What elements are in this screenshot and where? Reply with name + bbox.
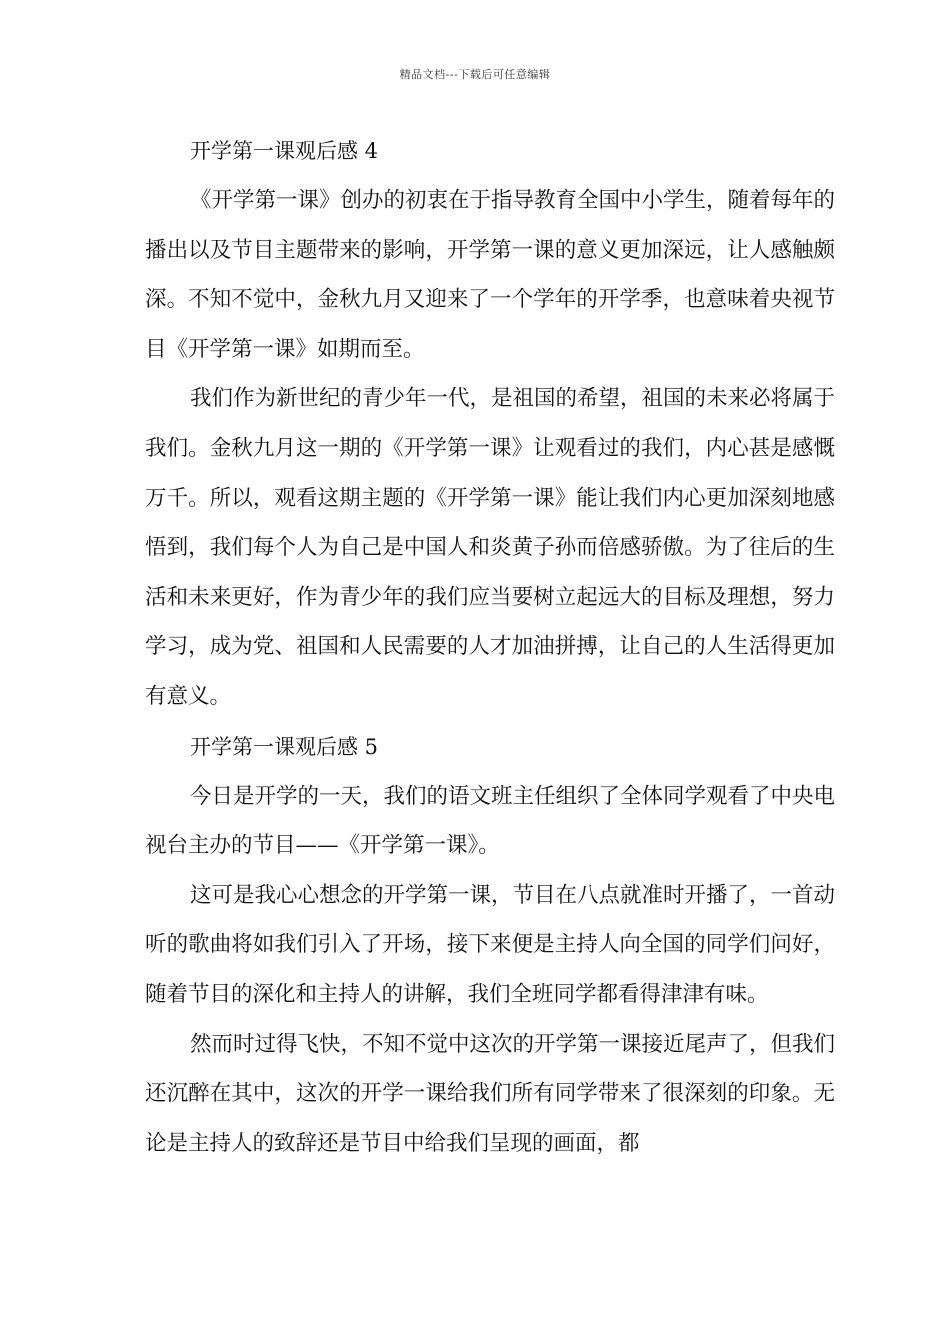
paragraph: 然而时过得飞快，不知不觉中这次的开学第一课接近尾声了，但我们还沉醉在其中，这次的开学一课给我们所有同学带来了很深刻的印象。无论是主持人的致辞还是节目中给我们呈现的画面，都	[145, 1031, 836, 1156]
section-title: 开学第一课观后感 4	[190, 139, 379, 163]
essay-section-4	[145, 126, 835, 722]
paragraph: 这可是我心心想念的开学第一课，节目在八点就准时开播了，一首动听的歌曲将如我们引入了开场，接下来便是主持人向全国的同学们问好，随着节目的深化和主持人的讲解，我们全班同学都看得津津有味。	[145, 882, 836, 1007]
paragraph: 今日是开学的一天，我们的语文班主任组织了全体同学观看了中央电视台主办的节目——《开学第一课》。	[145, 783, 836, 859]
document-body	[145, 126, 835, 1168]
paragraph: 《开学第一课》创办的初衷在于指导教育全国中小学生，随着每年的播出以及节目主题带来的影响，开学第一课的意义更加深远，让人感触颇深。不知不觉中，金秋九月又迎来了一个学年的开学季，也意味着央视节目《开学第一课》如期而至。	[145, 188, 836, 362]
paragraph: 我们作为新世纪的青少年一代，是祖国的希望，祖国的未来必将属于我们。金秋九月这一期的《开学第一课》让观看过的我们，内心甚是感慨万千。所以，观看这期主题的《开学第一课》能让我们内心更加深刻地感悟到，我们每个人为自己是中国人和炎黄子孙而倍感骄傲。为了往后的生活和未来更好，作为青少年的我们应当要树立起远大的目标及理想，努力学习，成为党、祖国和人民需要的人才加油拼搏，让自己的人生活得更加有意义。	[145, 386, 836, 709]
section-title: 开学第一课观后感 5	[190, 734, 379, 759]
essay-section-5	[145, 722, 835, 1169]
page-header: 精品文档---下载后可任意编辑	[399, 68, 551, 81]
